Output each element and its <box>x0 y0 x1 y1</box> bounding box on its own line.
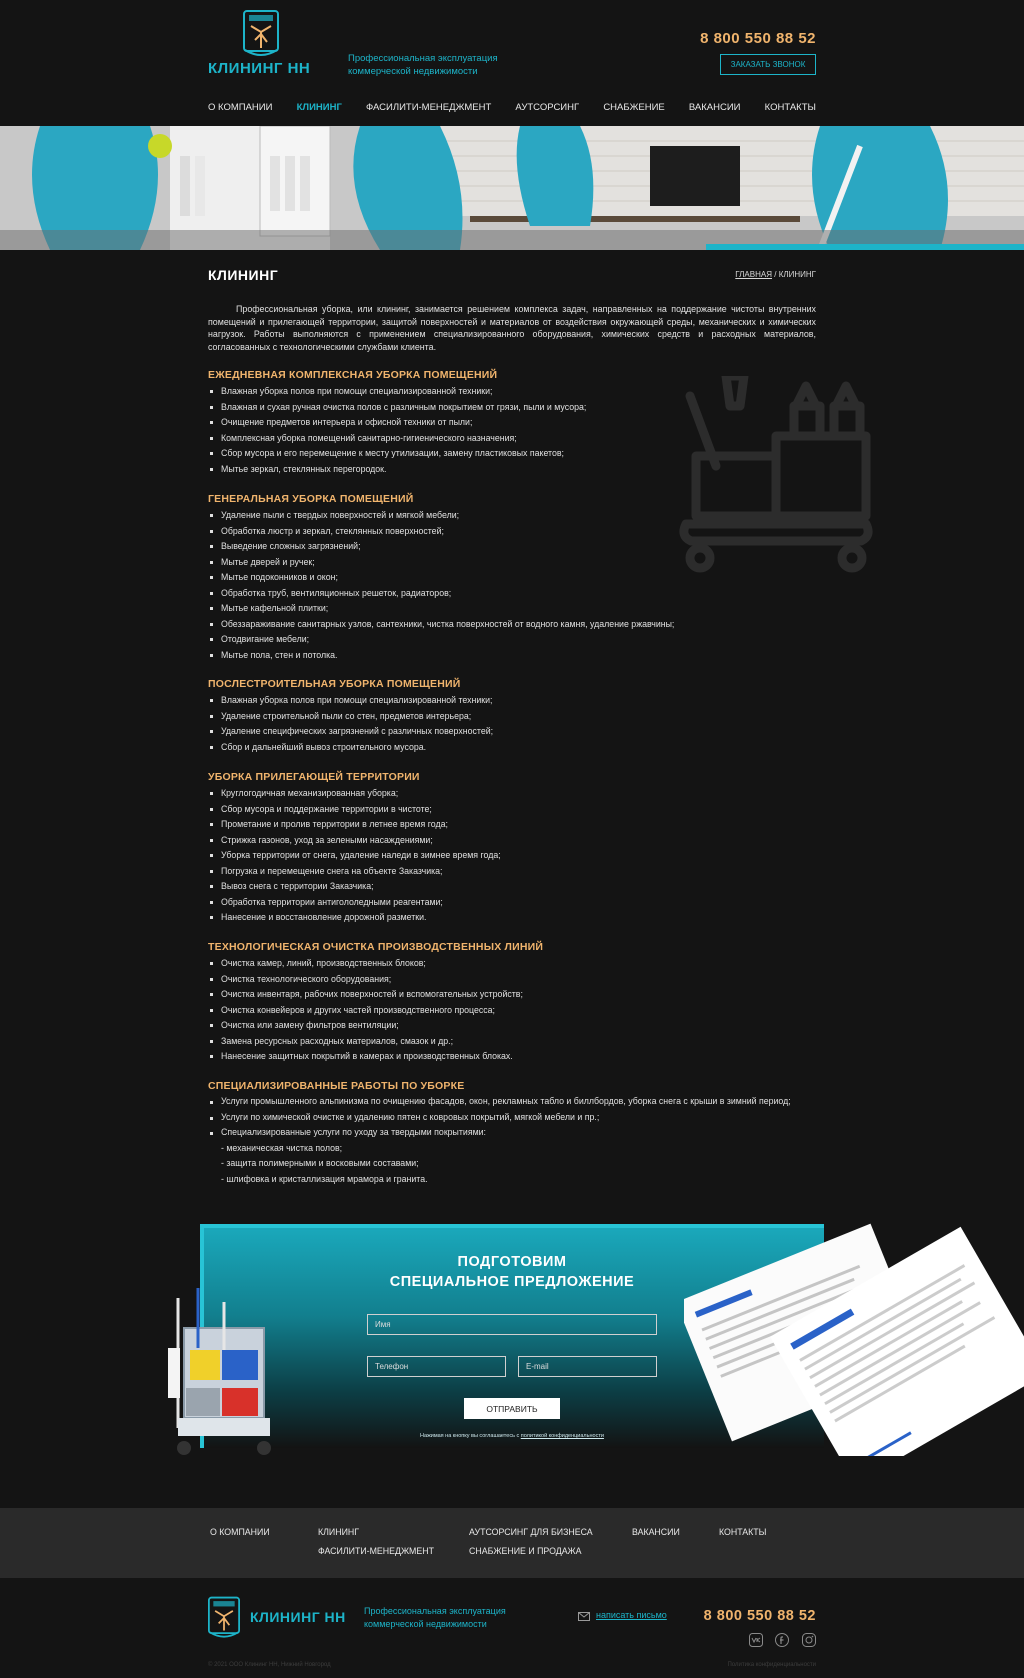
footer-logo-text[interactable]: КЛИНИНГ НН <box>250 1609 346 1625</box>
list-item: Прометание и пролив территории в летнее время года; <box>208 817 816 833</box>
list-item: Специализированные услуги по уходу за твердыми покрытиями: <box>208 1126 816 1140</box>
list-item: Уборка территории от снега, удаление наледи в зимнее время года; <box>208 848 816 864</box>
list-item: Стрижка газонов, уход за зелеными насаждениями; <box>208 833 816 849</box>
footer-phone[interactable]: 8 800 550 88 52 <box>703 1608 816 1624</box>
phone-input[interactable] <box>367 1356 506 1377</box>
logo-text[interactable]: КЛИНИНГ НН <box>208 60 311 77</box>
footer-link-supply[interactable]: СНАБЖЕНИЕ И ПРОДАЖА <box>469 1546 582 1556</box>
list-item: Отодвигание мебели; <box>208 632 816 648</box>
list-item: Обеззараживание санитарных узлов, сантехники, чистка поверхностей от водного камня, удаление ржавчины; <box>208 617 816 633</box>
offer-title: ПОДГОТОВИМ СПЕЦИАЛЬНОЕ ПРЕДЛОЖЕНИЕ <box>389 1254 635 1290</box>
list-item: Очищение предметов интерьера и офисной техники от пыли; <box>208 415 816 431</box>
privacy-consent: Нажимая на кнопку вы соглашаетесь с политикой конфиденциальности <box>420 1433 604 1439</box>
site-header <box>0 0 1024 126</box>
list-item: Обработка территории антигололедными реагентами; <box>208 895 816 911</box>
footer-link-facility[interactable]: ФАСИЛИТИ-МЕНЕДЖМЕНТ <box>318 1546 434 1556</box>
section-title-postbuild: ПОСЛЕСТРОИТЕЛЬНАЯ УБОРКА ПОМЕЩЕНИЙ <box>208 678 461 690</box>
list-item: Сбор и дальнейший вывоз строительного мусора. <box>208 740 816 756</box>
list-item: Погрузка и перемещение снега на объекте Заказчика; <box>208 864 816 880</box>
list-item: Влажная уборка полов при помощи специализированной техники; <box>208 384 816 400</box>
footer-nav <box>0 1508 1024 1578</box>
mop-cart-image <box>164 1288 284 1468</box>
nav-item-supply[interactable]: СНАБЖЕНИЕ <box>603 102 665 113</box>
section-title-production: ТЕХНОЛОГИЧЕСКАЯ ОЧИСТКА ПРОИЗВОДСТВЕННЫХ ЛИНИЙ <box>208 941 544 953</box>
list-item: Услуги по химической очистке и удалению пятен с ковровых покрытий, мягкой мебели и пр.; <box>208 1111 816 1125</box>
list-subitem: - шлифовка и кристаллизация мрамора и гранита. <box>221 1173 428 1184</box>
order-call-button[interactable]: ЗАКАЗАТЬ ЗВОНОК <box>720 54 816 75</box>
list-item: Очистка технологического оборудования; <box>208 972 816 988</box>
list-item: Сбор мусора и поддержание территории в чистоте; <box>208 802 816 818</box>
nav-item-vacancies[interactable]: ВАКАНСИИ <box>688 102 741 113</box>
list-item: Комплексная уборка помещений санитарно-гигиенического назначения; <box>208 431 816 447</box>
footer-logo-emblem-icon[interactable] <box>208 1596 240 1640</box>
list-item: Сбор мусора и его перемещение к месту утилизации, замену пластиковых пакетов; <box>208 446 816 462</box>
list-item: Очистка камер, линий, производственных блоков; <box>208 956 816 972</box>
envelope-icon[interactable] <box>578 1612 590 1621</box>
header-tagline: Профессиональная эксплуатация коммерческой недвижимости <box>348 53 498 77</box>
list-item: Удаление строительной пыли со стен, предметов интерьера; <box>208 709 816 725</box>
section-list-production <box>208 956 816 1065</box>
list-item: Нанесение защитных покрытий в камерах и производственных блоках. <box>208 1049 816 1065</box>
list-item: Вывоз снега с территории Заказчика; <box>208 879 816 895</box>
list-item: Мытье кафельной плитки; <box>208 601 816 617</box>
list-item: Удаление пыли с твердых поверхностей и мягкой мебели; <box>208 508 816 524</box>
list-item: Обработка люстр и зеркал, стеклянных поверхностей; <box>208 524 816 540</box>
list-item: Очистка конвейеров и других частей производственного процесса; <box>208 1003 816 1019</box>
section-list-territory <box>208 786 816 926</box>
list-subitem: - защита полимерными и восковыми составами; <box>221 1158 419 1168</box>
documents-image <box>684 1196 1024 1456</box>
logo-emblem-icon[interactable] <box>243 10 279 58</box>
nav-item-facility[interactable]: ФАСИЛИТИ-МЕНЕДЖМЕНТ <box>366 102 492 113</box>
hero-banner <box>0 126 1024 250</box>
list-item: Очистка или замену фильтров вентиляции; <box>208 1018 816 1034</box>
section-list-daily <box>208 384 816 477</box>
list-item: Замена ресурсных расходных материалов, смазок и др.; <box>208 1034 816 1050</box>
write-letter-link[interactable]: написать письмо <box>596 1610 667 1620</box>
facebook-icon[interactable] <box>775 1633 789 1647</box>
vk-icon[interactable] <box>749 1633 763 1647</box>
nav-item-outsourcing[interactable]: АУТСОРСИНГ <box>515 102 580 113</box>
list-item: Мытье подоконников и окон; <box>208 570 816 586</box>
list-item: Нанесение и восстановление дорожной разметки. <box>208 910 816 926</box>
breadcrumb <box>735 270 816 279</box>
list-item: Мытье дверей и ручек; <box>208 555 816 571</box>
list-item: Выведение сложных загрязнений; <box>208 539 816 555</box>
section-title-territory: УБОРКА ПРИЛЕГАЮЩЕЙ ТЕРРИТОРИИ <box>208 771 420 783</box>
footer-privacy-policy-link[interactable]: Политика конфиденциальности <box>727 1662 816 1668</box>
name-input[interactable] <box>367 1314 657 1335</box>
section-list-postbuild <box>208 693 816 755</box>
page-title: КЛИНИНГ <box>208 267 279 283</box>
list-item: Мытье пола, стен и потолка. <box>208 648 816 664</box>
footer-link-about[interactable]: О КОМПАНИИ <box>210 1527 270 1537</box>
section-list-special <box>208 1095 816 1186</box>
footer-link-cleaning[interactable]: КЛИНИНГ <box>318 1527 360 1537</box>
email-input[interactable] <box>518 1356 657 1377</box>
breadcrumb-current: КЛИНИНГ <box>778 270 816 279</box>
list-subitem: - механическая чистка полов; <box>221 1142 343 1153</box>
nav-item-about[interactable]: О КОМПАНИИ <box>208 102 273 113</box>
breadcrumb-separator: / <box>774 270 777 279</box>
hero-accent-bar <box>706 244 1024 250</box>
footer-link-vacancies[interactable]: ВАКАНСИИ <box>632 1527 680 1537</box>
submit-button[interactable]: ОТПРАВИТЬ <box>464 1398 560 1419</box>
list-item: Услуги промышленного альпинизма по очищению фасадов, окон, рекламных табло и биллбордов, уборка снега с крыши в зимний период; <box>208 1095 816 1109</box>
section-title-special: СПЕЦИАЛИЗИРОВАННЫЕ РАБОТЫ ПО УБОРКЕ <box>208 1080 465 1092</box>
breadcrumb-home-link[interactable]: ГЛАВНАЯ <box>735 270 772 279</box>
list-item: Обработка труб, вентиляционных решеток, радиаторов; <box>208 586 816 602</box>
privacy-policy-link[interactable]: политикой конфиденциальности <box>520 1433 604 1439</box>
list-item: Круглогодичная механизированная уборка; <box>208 786 816 802</box>
section-list-general <box>208 508 816 663</box>
header-phone[interactable]: 8 800 550 88 52 <box>700 30 816 47</box>
list-item: Удаление специфических загрязнений с различных поверхностей; <box>208 724 816 740</box>
intro-paragraph: Профессиональная уборка, или клининг, занимается решением комплекса задач, направленных на поддержание чистоты внутренних помещений и прилегающей территории, защитой поверхностей и материалов от воздействия окружающей среды, механических и химических нагрузок. Работы выполняются с применением специализированного оборудования, химических средств и расходных материалов, согласованных с технологическими службами клиента. <box>208 304 816 352</box>
list-item: Очистка инвентаря, рабочих поверхностей и вспомогательных устройств; <box>208 987 816 1003</box>
nav-item-cleaning[interactable]: КЛИНИНГ <box>296 102 342 113</box>
footer-link-outsourcing[interactable]: АУТСОРСИНГ ДЛЯ БИЗНЕСА <box>469 1527 593 1537</box>
section-title-daily: ЕЖЕДНЕВНАЯ КОМПЛЕКСНАЯ УБОРКА ПОМЕЩЕНИЙ <box>208 369 498 381</box>
list-item: Влажная уборка полов при помощи специализированной техники; <box>208 693 816 709</box>
footer-tagline: Профессиональная эксплуатация коммерческой недвижимости <box>364 1606 506 1629</box>
list-item: Мытье зеркал, стеклянных перегородок. <box>208 462 816 478</box>
footer-link-contacts[interactable]: КОНТАКТЫ <box>719 1527 767 1537</box>
instagram-icon[interactable] <box>802 1633 816 1647</box>
list-item: Влажная и сухая ручная очистка полов с различным покрытием от грязи, пыли и мусора; <box>208 400 816 416</box>
nav-item-contacts[interactable]: КОНТАКТЫ <box>764 102 816 113</box>
section-title-general: ГЕНЕРАЛЬНАЯ УБОРКА ПОМЕЩЕНИЙ <box>208 493 414 505</box>
copyright: © 2021 ООО Клининг НН, Нижний Новгород <box>208 1662 331 1668</box>
main-nav <box>208 102 816 113</box>
hero-image <box>0 126 1024 250</box>
